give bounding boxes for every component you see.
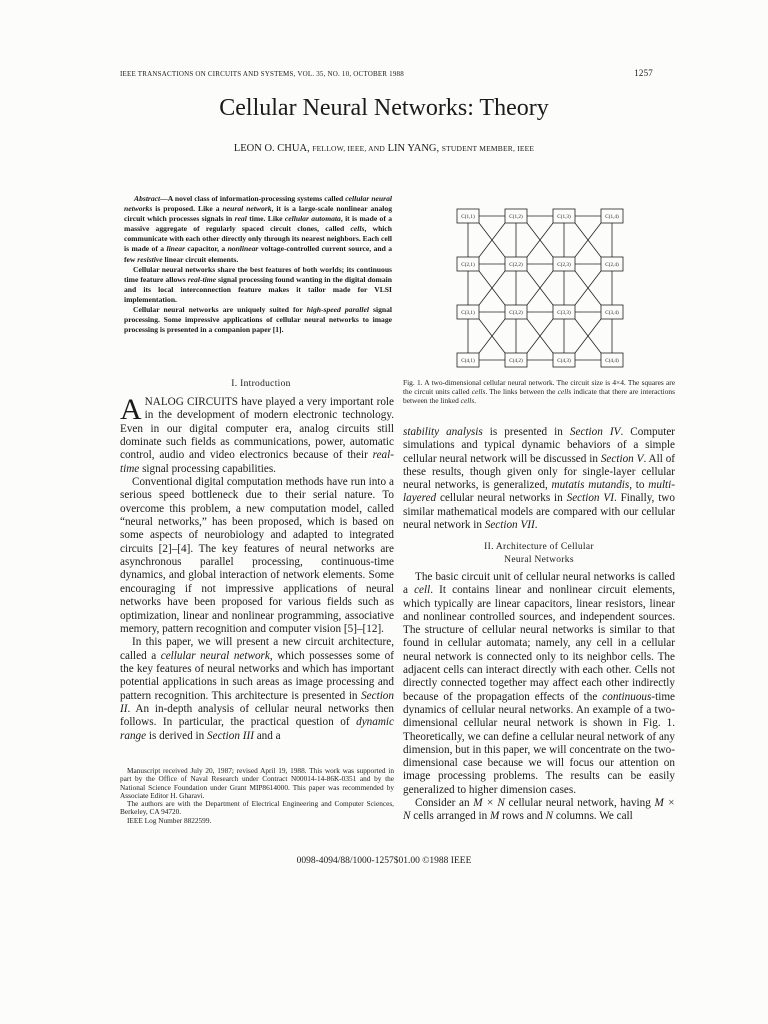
cnn-cell — [601, 353, 623, 367]
cnn-grid-diagram — [452, 198, 652, 370]
author-2-affiliation: STUDENT MEMBER, IEEE — [441, 144, 535, 153]
cell-label: C(1,1) — [461, 213, 475, 220]
cnn-cell — [505, 305, 527, 319]
section-2-heading-line-2: Neural Networks — [504, 554, 574, 565]
cell-label: C(1,3) — [557, 213, 571, 220]
abstract — [124, 194, 392, 335]
cell-label: C(4,2) — [509, 357, 523, 364]
cnn-cell — [457, 305, 479, 319]
right-column-body-top — [403, 426, 675, 532]
copyright-line: 0098-4094/88/1000-1257$01.00 ©1988 IEEE — [296, 856, 472, 866]
cnn-cell — [457, 257, 479, 271]
cnn-cell — [601, 257, 623, 271]
cnn-cell — [553, 353, 575, 367]
cell-label: C(2,4) — [605, 261, 619, 268]
abstract-paragraph: Abstract—A novel class of information-processing systems called cellular neural networks is proposed. Like a neural network, it is a large-scale nonlinear analog circuit which processes signals in real time. Like cellular automata, it is made of a massive aggregate of regularly spaced circuit clones, called cells, which communicate with each other directly only through its nearest neighbors. Each cell is made of a linear capacitor, a nonlinear voltage-controlled current source, and a few resistive linear circuit elements. — [124, 194, 393, 264]
body-paragraph: In this paper, we will present a new circuit architecture, called a cellular neural network, which possesses some of the key features of neural networks and which has important potential applications in such areas as image processing and pattern recognition. This architecture is presented in Section II. An in-depth analysis of cellular neural networks then follows. In particular, the practical question of dynamic range is derived in Section III and a — [120, 636, 394, 742]
body-paragraph: stability analysis is presented in Section IV. Computer simulations and typical dynamic behaviors of a simple cellular neural network will be discussed in Section V. All of these results, though given only for single-layer cellular neural networks, is generalized, mutatis mutandis, to multi-layered cellular neural networks in Section VI. Finally, two similar mathematical models are compared with our cellular neural network in Section VII. — [403, 426, 676, 532]
cnn-cell — [553, 209, 575, 223]
cell-label: C(2,3) — [557, 261, 571, 268]
cell-label: C(3,3) — [557, 309, 571, 316]
body-paragraph: The basic circuit unit of cellular neural networks is called a cell. It contains linear and nonlinear circuit elements, which typically are linear capacitors, linear resistors, linear and nonlinear controlled sources, and independent sources. The structure of cellular neural networks is similar to that found in cellular automata; namely, any cell in a cellular neural network is connected only to its neighbor cells. The adjacent cells can interact directly with each other. Cells not directly connected together may affect each other indirectly because of the propagation effects of the continuous-time dynamics of cellular neural networks. An example of a two-dimensional cellular neural network is shown in Fig. 1. Theoretically, we can define a cellular neural network of any dimension, but in this paper, we will concentrate on the two-dimensional case because we will focus our attention on image processing problems. The results can be easily generalized to higher dimension cases. — [403, 571, 675, 796]
cnn-cell — [457, 353, 479, 367]
section-1-heading: I. Introduction — [231, 379, 291, 389]
body-paragraph: Consider an M × N cellular neural network, having M × N cells arranged in M rows and N columns. We call — [403, 797, 675, 823]
cell-label: C(2,1) — [461, 261, 475, 268]
figure-1-caption: Fig. 1. A two-dimensional cellular neural network. The circuit size is 4×4. The squares are the circuit units called cells. The links between the cells indicate that there are interactions between the linked cells. — [403, 378, 676, 405]
cnn-cell — [553, 305, 575, 319]
cell-label: C(4,1) — [461, 357, 475, 364]
figure-1-cnn-grid — [452, 198, 652, 370]
abstract-label: Abstract — [134, 194, 161, 203]
cnn-cell — [457, 209, 479, 223]
author-line — [0, 143, 768, 154]
cell-label: C(4,3) — [557, 357, 571, 364]
cnn-cell — [505, 353, 527, 367]
author-1-affiliation: FELLOW, IEEE, AND — [312, 144, 385, 153]
cell-label: C(1,2) — [509, 213, 523, 220]
cnn-cell — [601, 209, 623, 223]
cell-label: C(3,4) — [605, 309, 619, 316]
author-1: LEON O. CHUA, — [233, 143, 310, 154]
footnote-manuscript: Manuscript received July 20, 1987; revised April 19, 1988. This work was supported in part by the Office of Naval Research under Contract N00014-14-86K-0351 and by the National Science Foundation under Grant MIP8614000. This paper was recommended by Associate Editor H. Gharavi. — [120, 766, 394, 800]
cell-links — [468, 216, 612, 360]
author-2: LIN YANG, — [387, 143, 440, 154]
footnote-log-number: IEEE Log Number 8822599. — [127, 815, 212, 825]
page-number: 1257 — [634, 68, 653, 78]
cnn-cell — [505, 209, 527, 223]
cnn-cell — [601, 305, 623, 319]
cell-label: C(4,4) — [605, 357, 619, 364]
footnote — [120, 767, 394, 825]
abstract-paragraph: Cellular neural networks are uniquely suited for high-speed parallel signal processing. Some impressive applications of cellular neural networks to image processing is presented in a companion paper [1]. — [124, 305, 392, 335]
cell-label: C(2,2) — [509, 261, 523, 268]
running-head-text: IEEE TRANSACTIONS ON CIRCUITS AND SYSTEMS, VOL. 35, NO. 10, OCTOBER 1988 — [120, 70, 404, 78]
section-2-heading-line-1: II. Architecture of Cellular — [484, 542, 594, 552]
body-paragraph: ANALOG CIRCUITS have played a very important role in the development of modern electronic technology. Even in our digital computer era, analog circuits still dominate such fields as communications, power, automatic control, audio and video electronics because of their real-time signal processing capabilities. — [120, 393, 394, 475]
paper-title: Cellular Neural Networks: Theory — [219, 95, 549, 121]
cell-label: C(1,4) — [605, 213, 619, 220]
footnote-affiliation: The authors are with the Department of Electrical Engineering and Computer Sciences, Berkeley, CA 94720. — [120, 799, 394, 817]
right-column-body-bottom — [403, 571, 675, 824]
drop-cap: A — [120, 393, 142, 426]
cell-label: C(3,2) — [509, 309, 523, 316]
cnn-cell — [505, 257, 527, 271]
abstract-paragraph: Cellular neural networks share the best features of both worlds; its continuous time feature allows real-time signal processing found wanting in the digital domain and its local interconnection feature makes it tailor made for VLSI implementation. — [124, 264, 392, 304]
cell-label: C(3,1) — [461, 309, 475, 316]
section-2-heading — [403, 541, 675, 566]
cnn-cell — [553, 257, 575, 271]
body-paragraph: Conventional digital computation methods have run into a serious speed bottleneck due to their serial nature. To overcome this problem, a new computation model, called “neural networks,” has been proposed, which is based on some aspects of neurobiology and adapted to integrated circuits [2]–[4]. The key features of neural networks are asynchronous parallel processing, continuous-time dynamics, and global interaction of network elements. Some encouraging if not impressive applications of neural networks have been proposed for various fields such as optimization, linear and nonlinear programming, associative memory, pattern recognition and computer vision [5]–[12]. — [120, 476, 394, 635]
running-header — [120, 68, 653, 82]
left-column-body — [120, 393, 394, 743]
